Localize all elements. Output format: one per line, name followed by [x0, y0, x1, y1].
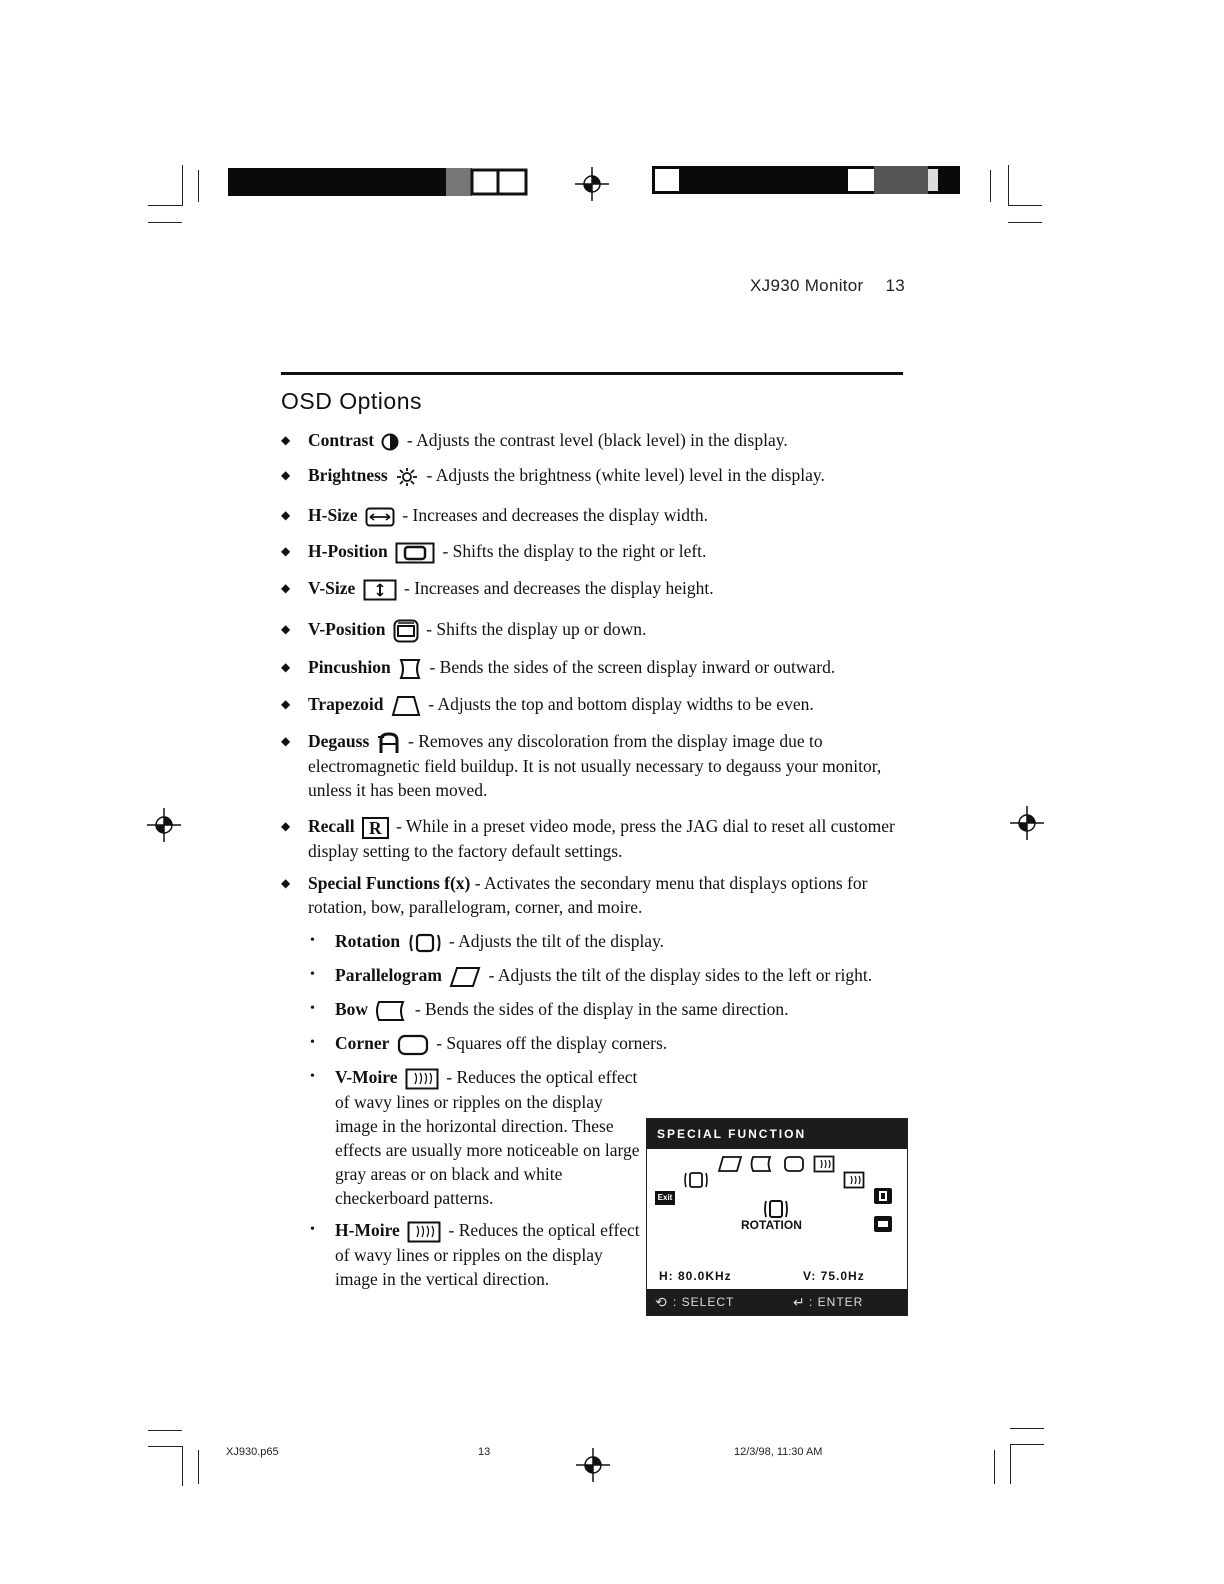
- jag-dial-icon: ⟲: [655, 1294, 668, 1310]
- list-item: • V-Moire - Reduces the optical effect of wavy lines or ripples on the display image in the horizontal direction. These effects are usually more noticeable on large gray areas or on black and white checkerboard patterns.: [310, 1066, 640, 1208]
- option-desc: - Reduces the optical effect of wavy lines or ripples on the display image in the horizontal direction. These effects are usually more noticeable on large gray areas or on black and white checkerboard patterns.: [335, 1066, 640, 1208]
- option-desc: - Reduces the optical effect of wavy lines or ripples on the display image in the vertical direction.: [335, 1219, 640, 1289]
- option-desc: - Increases and decreases the display width.: [402, 505, 708, 525]
- corner-icon: [783, 1155, 805, 1173]
- list-item: ◆ H-Size - Increases and decreases the display width.: [281, 505, 708, 525]
- section-title: OSD Options: [281, 388, 422, 414]
- crop-mark: [1008, 222, 1042, 223]
- h-moire-icon: [843, 1171, 865, 1189]
- crop-mark: [994, 1450, 995, 1484]
- option-desc: - Adjusts the tilt of the display.: [448, 930, 665, 951]
- list-item: ◆ Pincushion - Bends the sides of the screen display inward or outward.: [281, 655, 906, 680]
- list-item: ◆ Brightness - Adjusts the brightness (white level) level in the display.: [281, 465, 825, 485]
- option-desc: - Adjusts the tilt of the display sides to the left or right.: [488, 964, 873, 985]
- option-name: Degauss: [308, 730, 370, 751]
- h-moire-icon: [407, 1221, 441, 1243]
- option-name: Pincushion: [308, 656, 391, 677]
- v-size-icon: [363, 579, 397, 601]
- trapezoid-icon: [391, 695, 421, 717]
- option-name: H-Size: [308, 505, 358, 525]
- parallelogram-icon: [449, 966, 481, 988]
- crop-mark: [148, 1430, 182, 1431]
- option-name: Contrast: [308, 430, 375, 450]
- v-moire-icon: [405, 1068, 439, 1090]
- list-item: ◆ Degauss - Removes any discoloration from the display image due to electromagnetic field buildup. It is not usually necessary to degauss your monitor, unless it has been moved.: [281, 730, 882, 800]
- option-desc: - Shifts the display to the right or left.: [442, 541, 707, 561]
- option-name: Trapezoid: [308, 693, 384, 714]
- osd-title: SPECIAL FUNCTION: [647, 1119, 907, 1149]
- option-name: V-Position: [308, 618, 386, 639]
- osd-selected-label: ROTATION: [741, 1218, 802, 1232]
- option-desc: - Squares off the display corners.: [436, 1032, 668, 1053]
- list-item: • Parallelogram - Adjusts the tilt of the display sides to the left or right.: [281, 963, 906, 988]
- registration-mark-icon: [1010, 806, 1044, 840]
- list-item: • Corner - Squares off the display corners.: [281, 1031, 906, 1056]
- option-name: Brightness: [308, 465, 388, 485]
- next-menu-icon: [873, 1215, 893, 1233]
- osd-select-label: : SELECT: [673, 1295, 735, 1309]
- option-desc: - Bends the sides of the display in the same direction.: [414, 998, 789, 1019]
- footer-timestamp: 12/3/98, 11:30 AM: [734, 1446, 823, 1458]
- brightness-icon: [395, 467, 419, 487]
- h-position-icon: [395, 542, 435, 564]
- list-item: ◆ Contrast - Adjusts the contrast level (black level) in the display.: [281, 430, 788, 450]
- option-desc: - Increases and decreases the display height.: [404, 577, 714, 598]
- v-position-icon: [393, 619, 419, 643]
- list-item: ◆ Special Functions f(x) - Activates the secondary menu that displays options for rotation, bow, parallelogram, corner, and moire.: [281, 872, 868, 917]
- crop-mark: [148, 1446, 182, 1447]
- crop-mark: [148, 222, 182, 223]
- rotation-icon: [683, 1171, 709, 1189]
- option-desc: - Activates the secondary menu that displays options for rotation, bow, parallelogram, corner, and moire.: [308, 872, 868, 917]
- option-name: Bow: [335, 998, 369, 1019]
- option-name: V-Size: [308, 577, 356, 598]
- option-name: Recall: [308, 815, 355, 836]
- osd-v-frequency: V: 75.0Hz: [803, 1269, 865, 1283]
- bow-icon: [749, 1155, 773, 1173]
- previous-menu-icon: [873, 1187, 893, 1205]
- corner-icon: [397, 1034, 429, 1056]
- parallelogram-icon: [717, 1155, 743, 1173]
- crop-mark: [990, 170, 991, 202]
- degauss-icon: [377, 732, 401, 754]
- bow-icon: [375, 1000, 407, 1022]
- printer-color-bar-left: [228, 168, 528, 196]
- footer-file-name: XJ930.p65: [226, 1446, 279, 1458]
- rotation-selected-icon: [763, 1199, 789, 1219]
- crop-mark: [198, 170, 199, 202]
- crop-mark: [182, 1446, 183, 1486]
- list-item: ◆ Trapezoid - Adjusts the top and bottom display widths to be even.: [281, 692, 906, 717]
- option-name: H-Moire: [335, 1219, 400, 1240]
- running-header: [750, 276, 905, 296]
- option-desc: - Adjusts the top and bottom display widths to be even.: [428, 693, 814, 714]
- option-name: V-Moire: [335, 1066, 398, 1087]
- header-title: XJ930 Monitor: [750, 276, 864, 295]
- list-item: ◆ Recall R - While in a preset video mode, press the JAG dial to reset all customer display setting to the factory default settings.: [281, 815, 895, 861]
- crop-mark: [182, 165, 183, 206]
- crop-mark: [1010, 1428, 1044, 1429]
- list-item: ◆ V-Size - Increases and decreases the display height.: [281, 576, 906, 601]
- h-size-icon: [365, 507, 395, 527]
- registration-mark-icon: [147, 808, 181, 842]
- pincushion-icon: [398, 658, 422, 680]
- printer-color-bar-right: [652, 166, 960, 194]
- list-item: ◆ V-Position - Shifts the display up or down.: [281, 617, 906, 643]
- list-item: • Bow - Bends the sides of the display in the same direction.: [281, 997, 906, 1022]
- option-name: Parallelogram: [335, 964, 442, 985]
- crop-mark: [1008, 205, 1042, 206]
- rotation-icon: [408, 932, 442, 954]
- osd-footer: [647, 1289, 907, 1315]
- recall-icon: R: [362, 817, 389, 839]
- option-name: Special Functions f(x): [308, 872, 471, 893]
- crop-mark: [1010, 1444, 1044, 1445]
- list-item: ◆ H-Position - Shifts the display to the right or left.: [281, 539, 906, 564]
- option-desc: - Removes any discoloration from the display image due to electromagnetic field buildup. It is not usually necessary to degauss your monitor, unless it has been moved.: [308, 730, 882, 800]
- option-desc: - Adjusts the contrast level (black level) in the display.: [406, 430, 788, 450]
- option-desc: - While in a preset video mode, press the JAG dial to reset all customer display setting to the factory default settings.: [308, 815, 895, 861]
- special-function-osd-panel: [646, 1118, 908, 1316]
- list-item: • H-Moire - Reduces the optical effect of wavy lines or ripples on the display image in the vertical direction.: [310, 1219, 640, 1289]
- osd-enter-label: : ENTER: [809, 1295, 864, 1309]
- option-name: Corner: [335, 1032, 390, 1053]
- crop-mark: [1008, 165, 1009, 206]
- option-desc: - Adjusts the brightness (white level) level in the display.: [426, 465, 825, 485]
- enter-icon: ↵: [793, 1294, 806, 1310]
- option-desc: - Bends the sides of the screen display inward or outward.: [429, 656, 836, 677]
- section-rule: [281, 372, 903, 375]
- registration-mark-icon: [575, 167, 609, 201]
- exit-icon: Exit: [655, 1191, 675, 1205]
- list-item: • Rotation - Adjusts the tilt of the display.: [281, 929, 906, 954]
- option-name: H-Position: [308, 541, 388, 561]
- crop-mark: [198, 1450, 199, 1484]
- header-page-number: 13: [885, 276, 906, 295]
- footer-page-number: 13: [478, 1446, 491, 1458]
- option-desc: - Shifts the display up or down.: [426, 618, 647, 639]
- v-moire-icon: [813, 1155, 835, 1173]
- contrast-icon: [381, 433, 399, 451]
- crop-mark: [148, 205, 182, 206]
- registration-mark-icon: [576, 1448, 610, 1482]
- osd-h-frequency: H: 80.0KHz: [659, 1269, 732, 1283]
- option-name: Rotation: [335, 930, 401, 951]
- crop-mark: [1010, 1444, 1011, 1484]
